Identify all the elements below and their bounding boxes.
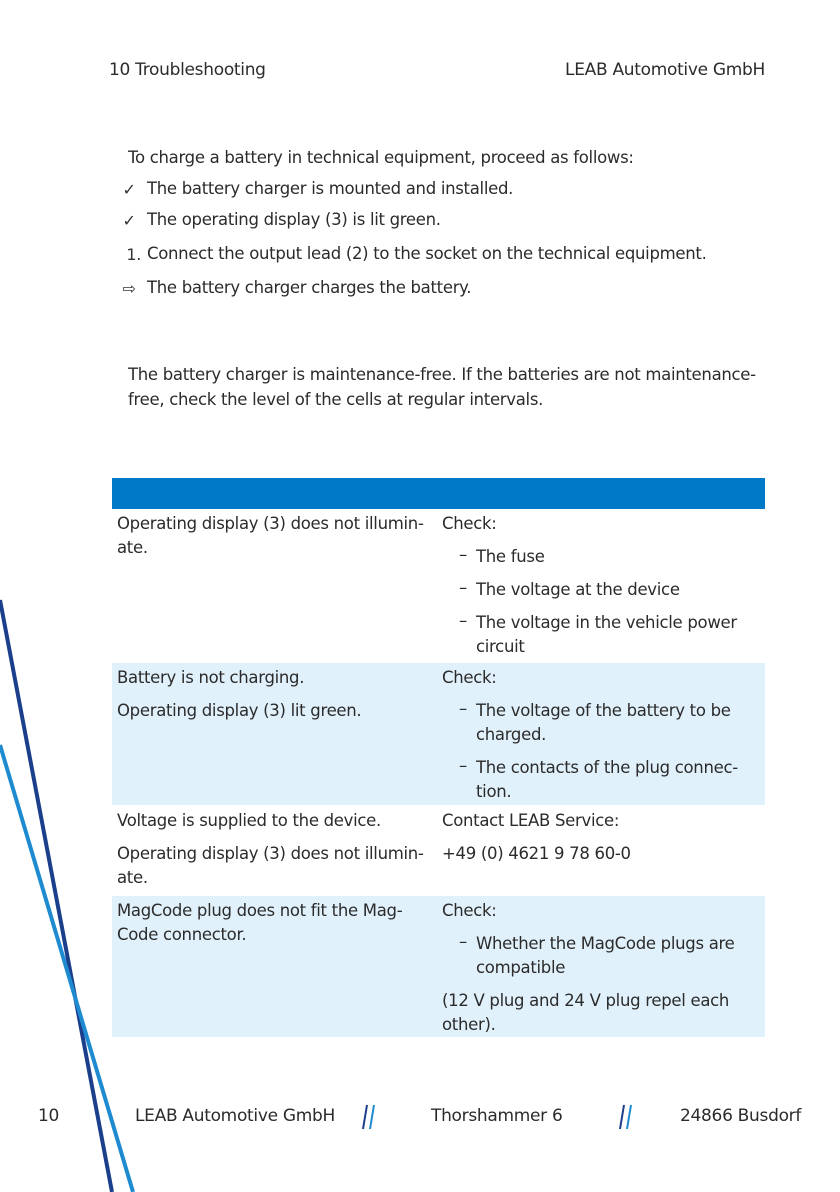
maintenance-line: free, check the level of the cells at regular intervals. <box>128 390 544 409</box>
solution-item: The contacts of the plug connec- <box>476 758 738 777</box>
problem-text: Operating display (3) does not illumin- <box>117 844 424 863</box>
service-phone: +49 (0) 4621 9 78 60-0 <box>442 844 631 863</box>
table-header-bar <box>112 478 765 509</box>
step-item: Connect the output lead (2) to the socket on the technical equipment. <box>147 244 707 263</box>
problem-text: Battery is not charging. <box>117 668 305 687</box>
table-row <box>112 663 765 806</box>
list-dash: – <box>459 545 467 564</box>
solution-intro: Contact LEAB Service: <box>442 811 620 830</box>
list-dash: – <box>459 756 467 775</box>
problem-text: Voltage is supplied to the device. <box>117 811 381 830</box>
prerequisite-item: The battery charger is mounted and installed. <box>147 179 514 198</box>
solution-item: tion. <box>476 782 512 801</box>
solution-item: compatible <box>476 958 566 977</box>
maintenance-line: The battery charger is maintenance-free. If the batteries are not maintenance- <box>128 365 756 384</box>
problem-text: MagCode plug does not fit the Mag- <box>117 901 403 920</box>
procedure-intro: To charge a battery in technical equipment, proceed as follows: <box>128 148 634 167</box>
solution-intro: Check: <box>442 668 497 687</box>
solution-intro: Check: <box>442 514 497 533</box>
solution-item: Whether the MagCode plugs are <box>476 934 735 953</box>
solution-item: The voltage at the device <box>476 580 680 599</box>
list-dash: – <box>459 611 467 630</box>
result-item: The battery charger charges the battery. <box>147 278 472 297</box>
table-row <box>112 509 765 663</box>
footer-separator-1 <box>363 1105 374 1129</box>
check-icon: ✓ <box>122 211 136 230</box>
page-number: 10 <box>38 1106 60 1126</box>
problem-text: ate. <box>117 538 148 557</box>
check-icon: ✓ <box>122 180 136 199</box>
problem-text: Code connector. <box>117 925 247 944</box>
list-dash: – <box>459 578 467 597</box>
footer-separator-2 <box>620 1105 631 1129</box>
solution-item: The voltage of the battery to be <box>476 701 731 720</box>
solution-item: circuit <box>476 637 525 656</box>
solution-note: other). <box>442 1015 496 1034</box>
problem-text: Operating display (3) does not illumin- <box>117 514 424 533</box>
troubleshooting-table <box>112 478 765 1038</box>
footer-street: Thorshammer 6 <box>431 1106 563 1126</box>
list-dash: – <box>459 932 467 951</box>
footer-city: 24866 Busdorf <box>680 1106 802 1126</box>
problem-text: ate. <box>117 868 148 887</box>
solution-item: The fuse <box>476 547 545 566</box>
solution-item: charged. <box>476 725 547 744</box>
solution-item: The voltage in the vehicle power <box>476 613 737 632</box>
solution-intro: Check: <box>442 901 497 920</box>
table-row <box>112 896 765 1038</box>
step-number: 1. <box>126 245 141 264</box>
table-row <box>112 806 765 896</box>
solution-note: (12 V plug and 24 V plug repel each <box>442 991 730 1010</box>
prerequisite-item: The operating display (3) is lit green. <box>147 210 441 229</box>
result-arrow-icon: ⇨ <box>122 279 136 298</box>
header-company: LEAB Automotive GmbH <box>565 60 765 80</box>
footer-company: LEAB Automotive GmbH <box>135 1106 335 1126</box>
problem-text: Operating display (3) lit green. <box>117 701 362 720</box>
list-dash: – <box>459 699 467 718</box>
maintenance-paragraph <box>128 362 768 412</box>
header-section-title: 10 Troubleshooting <box>109 60 266 80</box>
